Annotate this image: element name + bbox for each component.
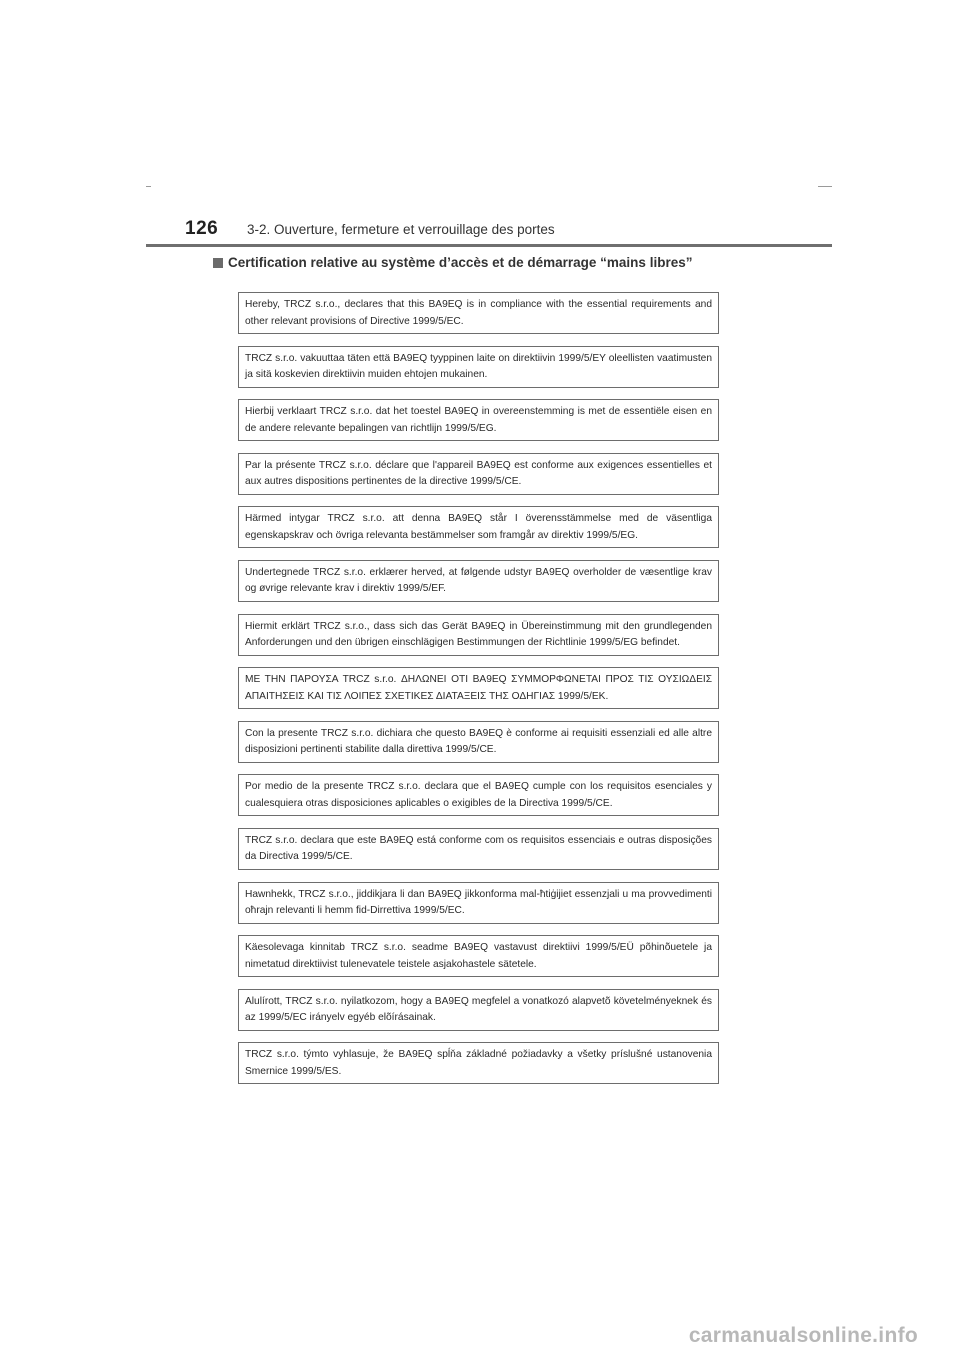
declaration-box-french: Par la présente TRCZ s.r.o. déclare que l'appareil BA9EQ est conforme aux exigences essentielles et aux autres dispositions pertinentes de la directive 1999/5/CE. <box>238 453 719 495</box>
declaration-box-maltese: Hawnhekk, TRCZ s.r.o., jiddikjara li dan BA9EQ jikkonforma mal-ħtiġijiet essenzjali u ma provvedimenti oħrajn relevanti li hemm fid-Dirrettiva 1999/5/EC. <box>238 882 719 924</box>
crop-mark-right <box>818 186 832 187</box>
declaration-box-portuguese: TRCZ s.r.o. declara que este BA9EQ está conforme com os requisitos essenciais e outras disposições da Directiva 1999/5/CE. <box>238 828 719 870</box>
page-header <box>185 218 835 244</box>
declaration-box-italian: Con la presente TRCZ s.r.o. dichiara che questo BA9EQ è conforme ai requisiti essenziali ed alle altre disposizioni pertinenti stabilite dalla direttiva 1999/5/CE. <box>238 721 719 763</box>
declaration-box-danish: Undertegnede TRCZ s.r.o. erklærer herved, at følgende udstyr BA9EQ overholder de væsentlige krav og øvrige relevante krav i direktiv 1999/5/EF. <box>238 560 719 602</box>
chapter-title: 3-2. Ouverture, fermeture et verrouillage des portes <box>247 222 555 237</box>
section-heading <box>213 255 833 270</box>
declaration-box-finnish: TRCZ s.r.o. vakuuttaa täten että BA9EQ tyyppinen laite on direktiivin 1999/5/EY oleellisten vaatimusten ja sitä koskevien direktiivin muiden ehtojen mukainen. <box>238 346 719 388</box>
declaration-box-spanish: Por medio de la presente TRCZ s.r.o. declara que el BA9EQ cumple con los requisitos esenciales y cualesquiera otras disposiciones aplicables o exigibles de la Directiva 1999/5/CE. <box>238 774 719 816</box>
square-bullet-icon <box>213 258 223 268</box>
declarations-list <box>238 292 719 1096</box>
watermark: carmanualsonline.info <box>688 1324 918 1347</box>
declaration-box-greek: ΜΕ ΤΗΝ ΠΑΡΟΥΣΑ TRCZ s.r.o. ΔΗΛΩΝΕΙ ΟΤΙ BA9EQ ΣΥΜΜΟΡΦΩΝΕΤΑΙ ΠΡΟΣ ΤΙΣ ΟΥΣΙΩΔΕΙΣ ΑΠΑΙΤΗΣΕΙΣ ΚΑΙ ΤΙΣ ΛΟΙΠΕΣ ΣΧΕΤΙΚΕΣ ΔΙΑΤΑΞΕΙΣ ΤΗΣ ΟΔΗΓΙΑΣ 1999/5/ΕΚ. <box>238 667 719 709</box>
declaration-box-estonian: Käesolevaga kinnitab TRCZ s.r.o. seadme BA9EQ vastavust direktiivi 1999/5/EÜ põhinõuetele ja nimetatud direktiivist tulenevatele teistele asjakohastele sätetele. <box>238 935 719 977</box>
declaration-box-german: Hiermit erklärt TRCZ s.r.o., dass sich das Gerät BA9EQ in Übereinstimmung mit den grundlegenden Anforderungen und den übrigen einschlägigen Bestimmungen der Richtlinie 1999/5/EG befindet. <box>238 614 719 656</box>
section-heading-text: Certification relative au système d’accès et de démarrage “mains libres” <box>228 255 693 270</box>
declaration-box-english: Hereby, TRCZ s.r.o., declares that this BA9EQ is in compliance with the essential requirements and other relevant provisions of Directive 1999/5/EC. <box>238 292 719 334</box>
declaration-box-dutch: Hierbij verklaart TRCZ s.r.o. dat het toestel BA9EQ in overeenstemming is met de essentiële eisen en de andere relevante bepalingen van richtlijn 1999/5/EG. <box>238 399 719 441</box>
declaration-box-hungarian: Alulírott, TRCZ s.r.o. nyilatkozom, hogy a BA9EQ megfelel a vonatkozó alapvetõ követelményeknek és az 1999/5/EC irányelv egyéb elõírásainak. <box>238 989 719 1031</box>
header-rule <box>146 244 832 247</box>
declaration-box-slovak: TRCZ s.r.o. týmto vyhlasuje, že BA9EQ spĺňa základné požiadavky a všetky príslušné ustanovenia Smernice 1999/5/ES. <box>238 1042 719 1084</box>
page-number: 126 <box>185 218 219 239</box>
declaration-box-swedish: Härmed intygar TRCZ s.r.o. att denna BA9EQ står I överensstämmelse med de väsentliga egenskapskrav och övriga relevanta bestämmelser som framgår av direktiv 1999/5/EG. <box>238 506 719 548</box>
crop-mark-left <box>146 186 151 187</box>
